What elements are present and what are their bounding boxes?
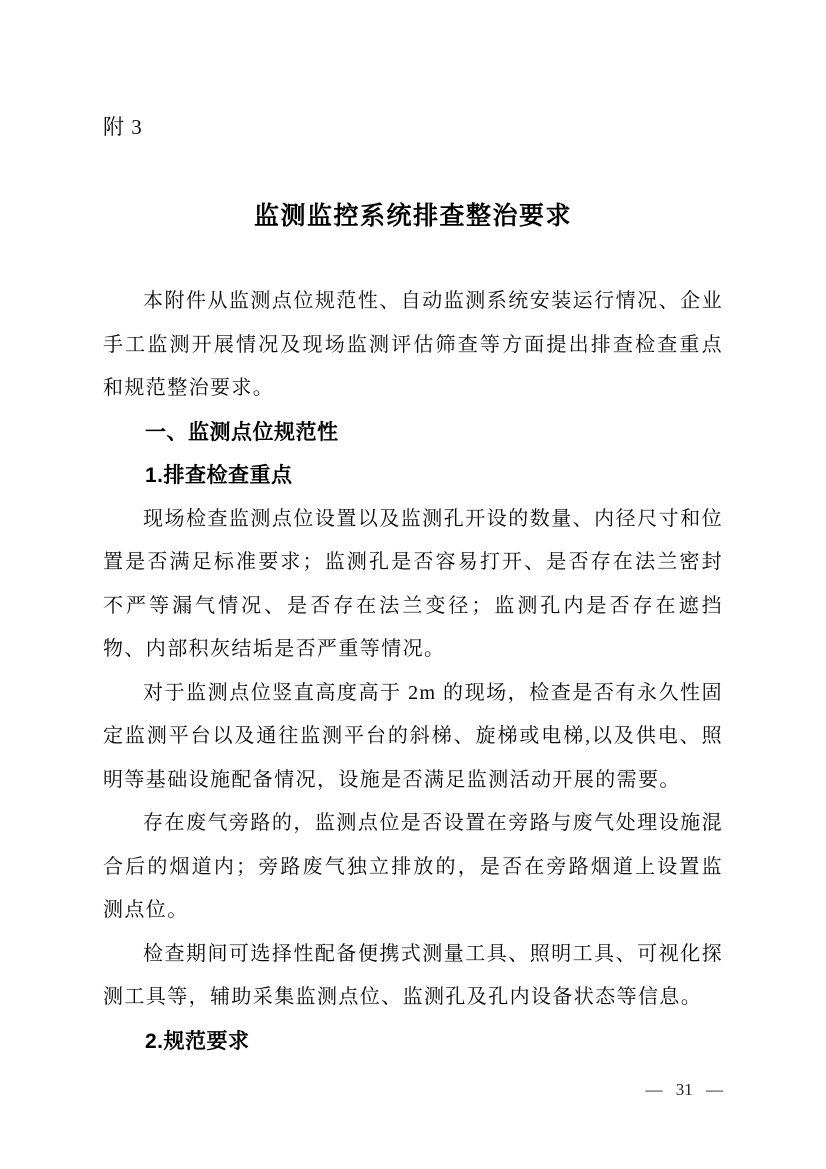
paragraph-portable-tools: 检查期间可选择性配备便携式测量工具、照明工具、可视化探测工具等，辅助采集监测点位、监测孔及孔内设备状态等信息。 — [103, 942, 723, 1008]
paragraph-inspection-points: 现场检查监测点位设置以及监测孔开设的数量、内径尺寸和位置是否满足标准要求；监测孔是否容易打开、是否存在法兰密封不严等漏气情况、是否存在法兰变径；监测孔内是否存在遮挡物、内部积灰结垢是否严重等情况。 — [103, 507, 723, 660]
document-content — [103, 112, 723, 1063]
subsection-2-heading: 2.规范要求 — [145, 1029, 250, 1053]
subsection-1-heading: 1.排查检查重点 — [145, 464, 293, 487]
section-1-heading: 一、监测点位规范性 — [145, 420, 339, 444]
paragraph-platform-requirements: 对于监测点位竖直高度高于 2m 的现场，检查是否有永久性固定监测平台以及通往监测平台的斜梯、旋梯或电梯,以及供电、照明等基础设施配备情况，设施是否满足监测活动开展的需要。 — [103, 681, 723, 791]
intro-paragraph: 本附件从监测点位规范性、自动监测系统安装运行情况、企业手工监测开展情况及现场监测评估筛查等方面提出排查检查重点和规范整治要求。 — [103, 290, 723, 399]
document-title: 监测监控系统排查整治要求 — [253, 202, 572, 230]
paragraph-bypass-flue: 存在废气旁路的，监测点位是否设置在旁路与废气处理设施混合后的烟道内；旁路废气独立排放的，是否在旁路烟道上设置监测点位。 — [103, 812, 723, 921]
attachment-label: 附 3 — [103, 115, 143, 139]
document-body — [103, 280, 723, 1063]
page-number: — 31 — — [645, 1080, 723, 1099]
